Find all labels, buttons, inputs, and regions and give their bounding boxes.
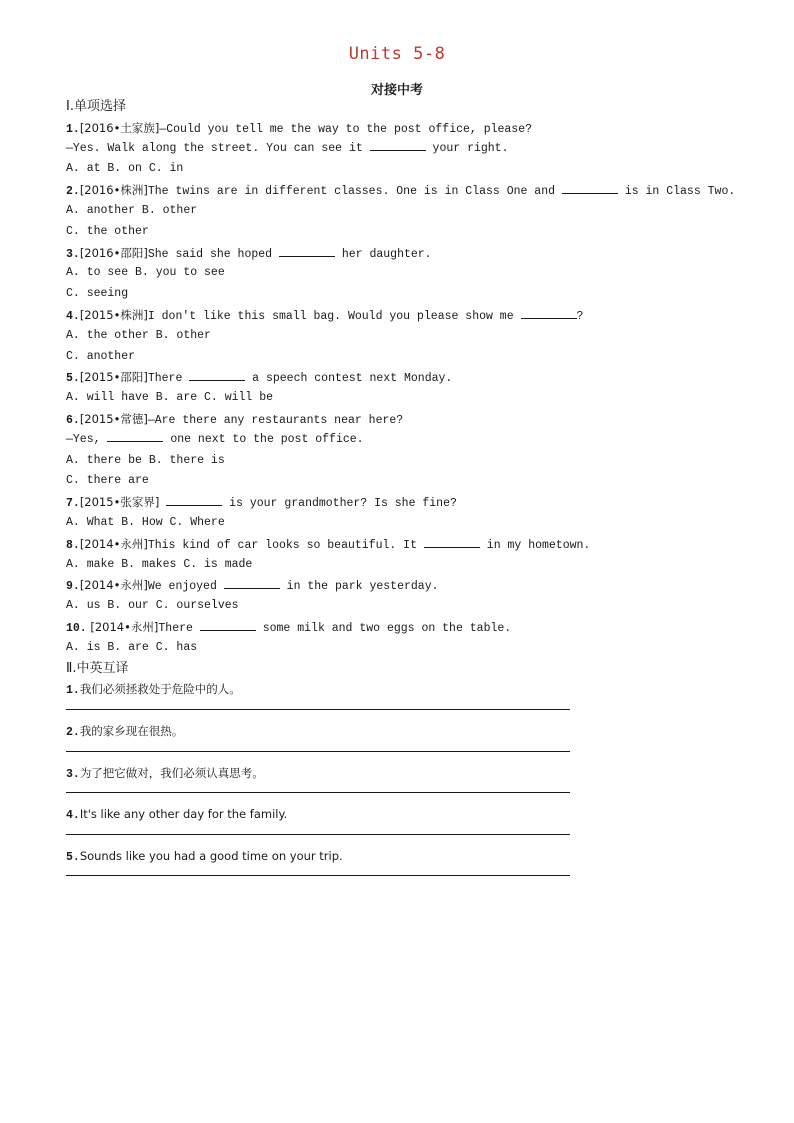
item-number: 2. xyxy=(66,725,80,739)
answer-options: C. another xyxy=(66,349,136,363)
worksheet-content xyxy=(66,97,766,887)
item-text: 我的家乡现在很热。 xyxy=(79,723,184,738)
translation-item xyxy=(66,679,766,700)
question-line xyxy=(66,575,766,596)
item-number: 1. xyxy=(66,684,80,698)
section2-heading: Ⅱ.中英互译 xyxy=(66,660,129,676)
question-text: —Could you tell me the way to the post office, please? xyxy=(159,122,533,136)
question-response-line xyxy=(66,139,766,160)
item-number: 5. xyxy=(66,850,80,864)
question-text-pre: There xyxy=(147,372,190,386)
question-number: 4. xyxy=(66,309,80,323)
question-source: [2014•永州] xyxy=(79,578,148,593)
question-text: —Are there any restaurants near here? xyxy=(147,413,404,427)
answer-blank[interactable] xyxy=(107,431,163,442)
answer-options: A. another B. other xyxy=(66,203,198,217)
question-source: [2014•永州] xyxy=(79,536,148,551)
item-text: Sounds like you had a good time on your trip. xyxy=(79,848,343,863)
answer-blank[interactable] xyxy=(166,495,222,506)
answer-options: A. will have B. are C. will be xyxy=(66,391,274,405)
answer-blank[interactable] xyxy=(189,370,245,381)
question-source: [2015•邵阳] xyxy=(79,370,148,385)
question-text-post: in the park yesterday. xyxy=(279,580,439,594)
question-number: 10. xyxy=(66,621,87,635)
question-line xyxy=(66,367,766,388)
question-list xyxy=(66,118,766,659)
answer-options: A. What B. How C. Where xyxy=(66,515,225,529)
question-line xyxy=(66,534,766,555)
item-text: 为了把它做对，我们必须认真思考。 xyxy=(79,765,264,780)
answer-line[interactable] xyxy=(66,742,766,763)
item-number: 4. xyxy=(66,809,80,823)
question-line xyxy=(66,118,766,139)
question-number: 5. xyxy=(66,372,80,386)
answer-blank[interactable] xyxy=(424,537,480,548)
question-number: 1. xyxy=(66,122,80,136)
question-number: 7. xyxy=(66,497,80,511)
question-line xyxy=(66,305,766,326)
translation-item xyxy=(66,763,766,784)
question-text-pre: This kind of car looks so beautiful. It xyxy=(147,538,424,552)
item-text: It's like any other day for the family. xyxy=(79,807,288,822)
question-line xyxy=(66,243,766,264)
answer-blank[interactable] xyxy=(224,578,280,589)
answer-blank[interactable] xyxy=(562,183,618,194)
question-text-post: one next to the post office. xyxy=(163,432,364,446)
question-text-post: is your grandmother? Is she fine? xyxy=(222,497,457,511)
question-text-pre xyxy=(159,497,166,510)
answer-blank[interactable] xyxy=(200,620,256,631)
section1-heading: Ⅰ.单项选择 xyxy=(66,99,126,114)
question-text-pre: The twins are in different classes. One is in Class One and xyxy=(147,185,562,199)
answer-options: A. make B. makes C. is made xyxy=(66,557,253,571)
translation-list xyxy=(66,679,766,887)
answer-options: A. us B. our C. ourselves xyxy=(66,599,239,613)
question-source: [2015•常德] xyxy=(79,411,148,426)
answer-blank[interactable] xyxy=(370,140,426,151)
answer-options: C. there are xyxy=(66,474,149,488)
question-text-post: her daughter. xyxy=(334,247,432,261)
translation-item xyxy=(66,846,766,867)
question-number: 3. xyxy=(66,247,80,261)
question-text-post: some milk and two eggs on the table. xyxy=(255,621,512,635)
answer-options: C. the other xyxy=(66,224,149,238)
page-subtitle: 对接中考 xyxy=(370,83,423,98)
question-text-pre: I don't like this small bag. Would you please show me xyxy=(147,309,521,323)
question-text-pre: There xyxy=(158,621,200,635)
answer-options: A. to see B. you to see xyxy=(66,266,225,280)
answer-line[interactable] xyxy=(66,825,766,846)
answer-line[interactable] xyxy=(66,866,766,887)
item-text: 我们必须拯救处于危险中的人。 xyxy=(79,682,241,697)
answer-options: A. there be B. there is xyxy=(66,453,225,467)
question-source: [2016•株洲] xyxy=(79,183,148,198)
question-number: 2. xyxy=(66,185,80,199)
question-text-post: ? xyxy=(576,309,584,323)
answer-line[interactable] xyxy=(66,700,766,721)
question-number: 9. xyxy=(66,580,80,594)
question-line xyxy=(66,617,766,638)
question-line xyxy=(66,409,766,430)
question-text-post: is in Class Two. xyxy=(617,185,736,199)
question-line xyxy=(66,492,766,513)
question-text-pre: We enjoyed xyxy=(147,580,224,594)
translation-item xyxy=(66,804,766,825)
answer-blank[interactable] xyxy=(521,308,577,319)
question-text-pre: —Yes, xyxy=(66,432,108,446)
answer-options: A. the other B. other xyxy=(66,328,211,342)
question-source: [2016•土家族] xyxy=(79,120,160,135)
question-number: 8. xyxy=(66,538,80,552)
answer-options: C. seeing xyxy=(66,287,129,301)
question-text-pre: She said she hoped xyxy=(147,247,279,261)
answer-line[interactable] xyxy=(66,783,766,804)
question-line xyxy=(66,180,766,201)
question-text-pre: —Yes. Walk along the street. You can see it xyxy=(66,141,370,155)
answer-options: A. at B. on C. in xyxy=(66,162,184,176)
question-source: [2014•永州] xyxy=(86,619,159,634)
question-source: [2015•株洲] xyxy=(79,307,148,322)
question-text-post: your right. xyxy=(425,141,509,155)
page-title: Units 5-8 xyxy=(348,44,446,64)
question-text-post: in my hometown. xyxy=(479,538,591,552)
question-text-post: a speech contest next Monday. xyxy=(245,372,453,386)
question-number: 6. xyxy=(66,413,80,427)
answer-options: A. is B. are C. has xyxy=(66,640,198,654)
item-number: 3. xyxy=(66,767,80,781)
question-source: [2015•张家界] xyxy=(79,495,160,510)
answer-blank[interactable] xyxy=(279,246,335,257)
question-source: [2016•邵阳] xyxy=(79,245,148,260)
translation-item xyxy=(66,721,766,742)
question-response-line xyxy=(66,430,766,451)
